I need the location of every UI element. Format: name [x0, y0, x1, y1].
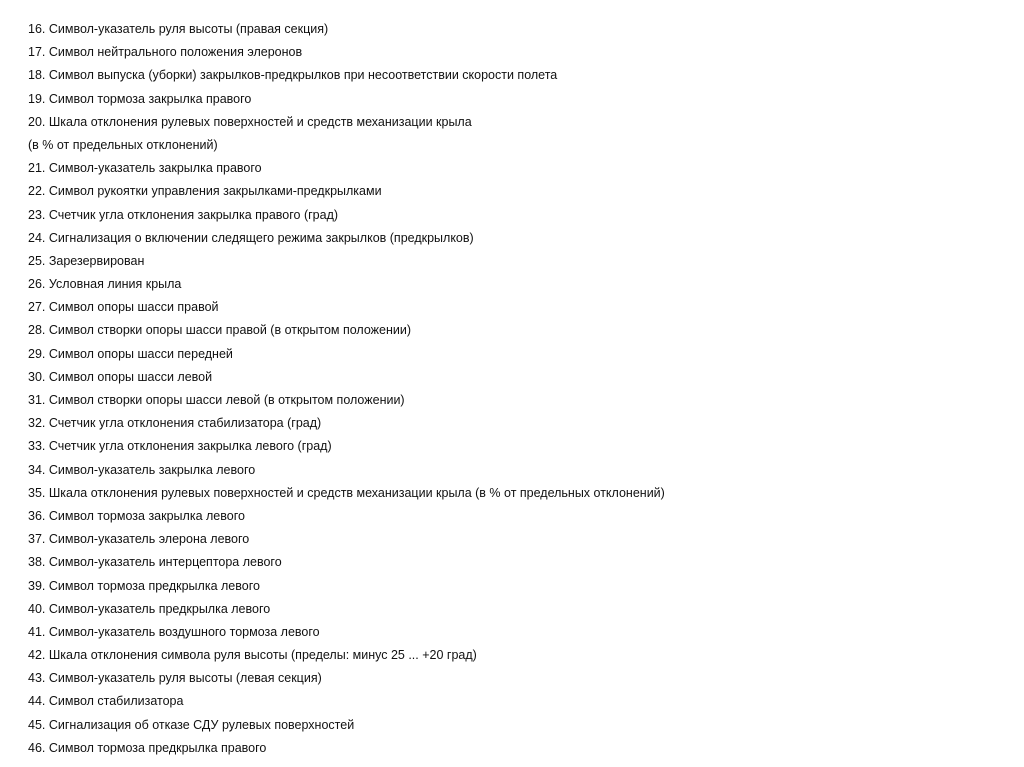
legend-item-21: 21. Символ-указатель закрылка правого — [28, 161, 262, 176]
legend-item-45: 45. Сигнализация об отказе СДУ рулевых поверхностей — [28, 717, 355, 732]
legend-item-17: 17. Символ нейтрального положения элеронов — [28, 45, 303, 60]
legend-item-34: 34. Символ-указатель закрылка левого — [28, 462, 256, 477]
legend-item-39: 39. Символ тормоза предкрылка левого — [28, 578, 260, 593]
legend-item-30: 30. Символ опоры шасси левой — [28, 369, 213, 384]
legend-list — [28, 18, 1008, 760]
legend-item-29: 29. Символ опоры шасси передней — [28, 346, 233, 361]
legend-item-20: 20. Шкала отклонения рулевых поверхностей и средств механизации крыла — [28, 114, 472, 129]
legend-item-33: 33. Счетчик угла отклонения закрылка левого (град) — [28, 439, 332, 454]
legend-item-32: 32. Счетчик угла отклонения стабилизатора (град) — [28, 416, 322, 431]
legend-item-16: 16. Символ-указатель руля высоты (правая секция) — [28, 22, 329, 36]
legend-item-27: 27. Символ опоры шасси правой — [28, 300, 219, 315]
legend-item-28: 28. Символ створки опоры шасси правой (в открытом положении) — [28, 323, 412, 338]
legend-item-35: 35. Шкала отклонения рулевых поверхностей и средств механизации крыла (в % от предельных отклонений) — [28, 485, 665, 500]
legend-item-20-continuation: (в % от предельных отклонений) — [28, 137, 218, 152]
legend-item-38: 38. Символ-указатель интерцептора левого — [28, 555, 282, 570]
legend-item-37: 37. Символ-указатель элерона левого — [28, 532, 250, 547]
legend-item-40: 40. Символ-указатель предкрылка левого — [28, 601, 271, 616]
legend-item-41: 41. Символ-указатель воздушного тормоза левого — [28, 624, 320, 639]
legend-item-25: 25. Зарезервирован — [28, 253, 145, 268]
legend-item-18: 18. Символ выпуска (уборки) закрылков-предкрылков при несоответствии скорости полета — [28, 68, 558, 83]
legend-item-19: 19. Символ тормоза закрылка правого — [28, 91, 252, 106]
legend-item-22: 22. Символ рукоятки управления закрылками-предкрылками — [28, 184, 382, 199]
legend-item-43: 43. Символ-указатель руля высоты (левая секция) — [28, 671, 322, 686]
legend-item-24: 24. Сигнализация о включении следящего режима закрылков (предкрылков) — [28, 230, 474, 245]
legend-item-46: 46. Символ тормоза предкрылка правого — [28, 740, 267, 755]
legend-item-26: 26. Условная линия крыла — [28, 277, 182, 292]
legend-item-23: 23. Счетчик угла отклонения закрылка правого (град) — [28, 207, 339, 222]
legend-item-44: 44. Символ стабилизатора — [28, 694, 184, 709]
legend-item-42: 42. Шкала отклонения символа руля высоты (пределы: минус 25 ... +20 град) — [28, 648, 477, 663]
legend-item-36: 36. Символ тормоза закрылка левого — [28, 508, 245, 523]
legend-item-31: 31. Символ створки опоры шасси левой (в открытом положении) — [28, 393, 405, 407]
